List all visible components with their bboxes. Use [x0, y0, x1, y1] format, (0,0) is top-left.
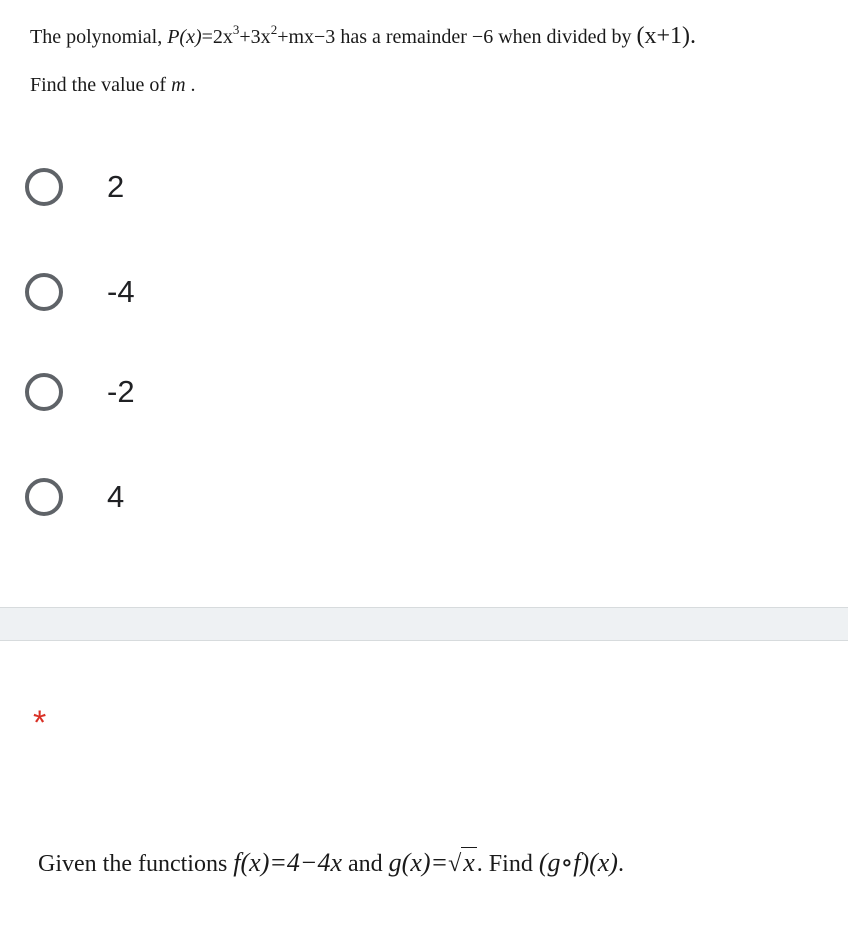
question-1-lead: The polynomial,	[30, 26, 163, 48]
question-divider	[0, 607, 848, 641]
option-label: -2	[107, 374, 135, 409]
radio-button-icon[interactable]	[25, 478, 63, 516]
question-1-prompt-end: .	[190, 73, 196, 96]
sqrt-argument: x	[463, 848, 475, 877]
required-asterisk: *	[33, 704, 47, 742]
option-label: 4	[107, 479, 125, 514]
polynomial-exponent-1: 3	[232, 22, 240, 37]
polynomial-term-1: 2x	[212, 26, 233, 48]
polynomial-expression	[167, 22, 340, 48]
option-minus-2[interactable]	[25, 365, 325, 419]
question-1-text	[30, 22, 840, 97]
composite-function: (g∘f)(x)	[538, 848, 618, 877]
polynomial-term-2: +3x	[239, 26, 271, 48]
polynomial-name: P(x)	[167, 26, 202, 48]
radio-button-icon[interactable]	[25, 273, 63, 311]
question-1-mid: has a remainder	[340, 26, 467, 48]
question-2-lead: Given the functions	[38, 851, 228, 877]
divisor-expression: (x+1).	[636, 23, 697, 49]
function-g-definition	[389, 848, 477, 877]
function-f-definition: f(x)=4−4x	[233, 848, 343, 877]
option-4[interactable]	[25, 470, 325, 524]
remainder-value: −6	[471, 26, 494, 48]
equals-sign: =	[201, 26, 213, 48]
question-1-tail: when divided by	[498, 26, 632, 48]
option-2[interactable]	[25, 160, 325, 214]
polynomial-term-4: −3	[314, 26, 336, 48]
question-1-line-1	[30, 22, 840, 51]
radio-button-icon[interactable]	[25, 373, 63, 411]
question-1-line-2	[30, 73, 840, 97]
polynomial-term-3: +mx	[277, 26, 315, 48]
option-label: -4	[107, 274, 135, 309]
question-2-end: .	[617, 851, 624, 877]
option-label: 2	[107, 169, 125, 204]
polynomial-exponent-2: 2	[270, 22, 278, 37]
option-minus-4[interactable]	[25, 265, 325, 319]
square-root-icon	[448, 848, 477, 878]
question-2-and: and	[348, 851, 383, 877]
question-1-prompt: Find the value of	[30, 73, 167, 96]
radio-button-icon[interactable]	[25, 168, 63, 206]
unknown-variable: m	[171, 73, 186, 96]
question-2-text	[38, 848, 838, 878]
question-2-mid: . Find	[476, 851, 533, 877]
sqrt-sign: √	[448, 851, 462, 877]
function-g-lhs: g(x)=	[388, 848, 449, 877]
